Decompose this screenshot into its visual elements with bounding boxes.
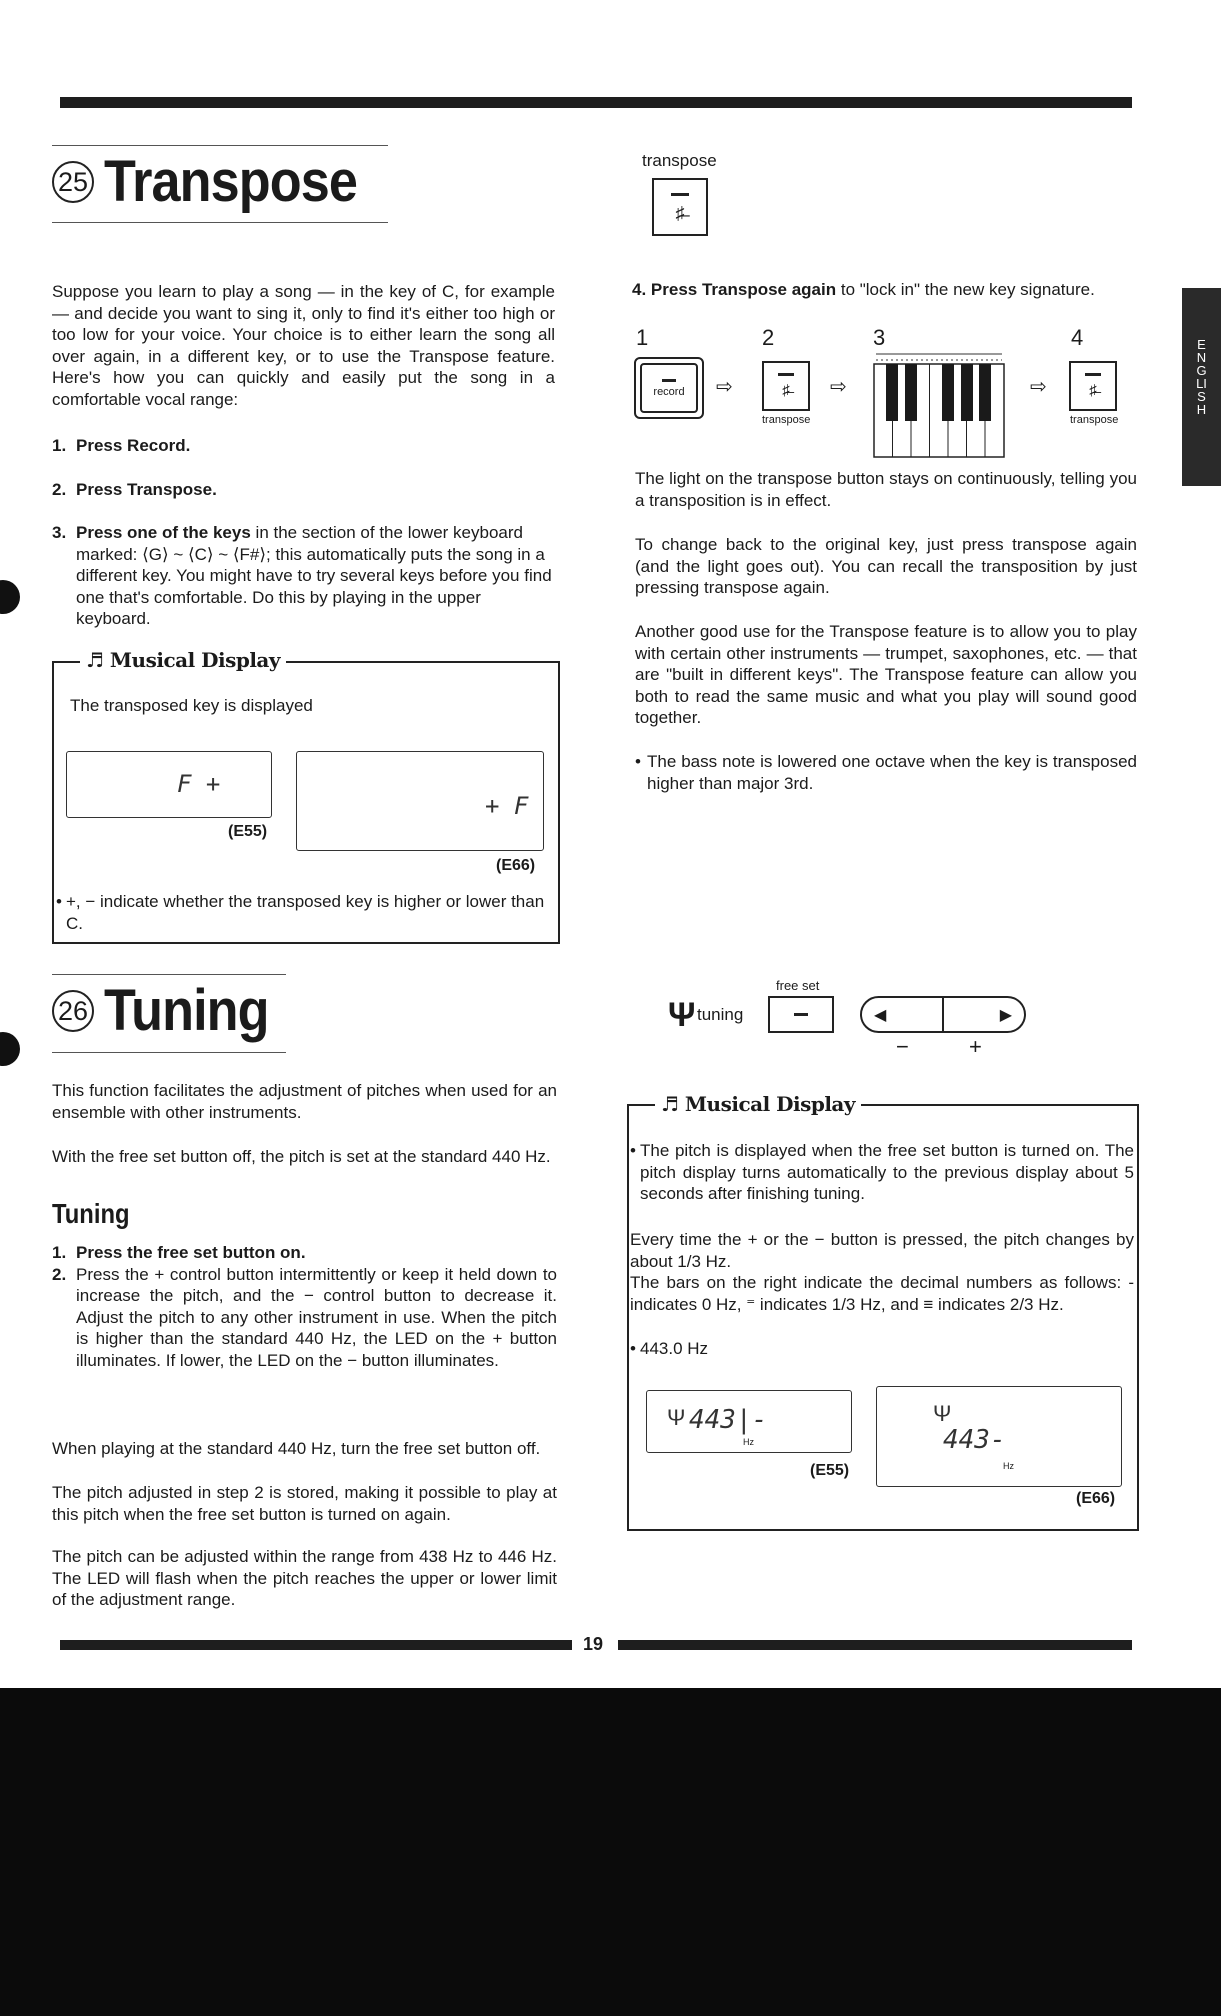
- footer-rule-right: [618, 1640, 1132, 1650]
- tuning-label: tuning: [697, 1005, 744, 1024]
- musical-display-text-26: Musical Display: [684, 1092, 856, 1116]
- step-1-num: 1.: [52, 436, 67, 455]
- musical-display-text-25: Musical Display: [109, 648, 281, 672]
- section25-heading-rule-top: [52, 145, 388, 146]
- transpose-led-step4: [1085, 373, 1101, 376]
- lcd-e55-tuning-label: (E55): [810, 1462, 850, 1479]
- section25-number: 25: [52, 161, 94, 203]
- tuning-step-1-text: Press the free set button on.: [76, 1243, 306, 1262]
- step-3-num: 3.: [52, 523, 67, 542]
- transpose-caption-step2: transpose: [762, 414, 811, 426]
- lcd-e66-tuning-label: (E66): [1076, 1490, 1116, 1507]
- display-box-25-note-text: +, − indicate whether the transposed key is higher or lower than C.: [66, 892, 545, 933]
- arrow-right-icon: ⇨: [830, 376, 847, 398]
- section26-heading-rule-top: [52, 974, 286, 975]
- step-2: [52, 479, 555, 501]
- tuning-step-1: [52, 1242, 557, 1264]
- minus-button[interactable]: [860, 996, 944, 1033]
- lcd-e55-tuning: [646, 1390, 852, 1453]
- section26-heading: [52, 977, 287, 1045]
- transpose-button-caption: transpose: [642, 151, 717, 170]
- transpose-led-step2: [778, 373, 794, 376]
- diagram-step-2-num: 2: [762, 325, 775, 350]
- transpose-icon: ♯̶: [675, 202, 685, 223]
- right-arrow-icon: ▶: [999, 1006, 1012, 1024]
- top-rule: [60, 97, 1132, 108]
- display-box-25-text: The transposed key is displayed: [70, 696, 313, 715]
- step-4-rest: to "lock in" the new key signature.: [836, 280, 1095, 299]
- transpose-button-step2[interactable]: [762, 361, 810, 411]
- step-2-text: Press Transpose.: [76, 479, 217, 499]
- tuning-fork-lcd-icon: Ψ: [933, 1401, 952, 1426]
- section25-intro: Suppose you learn to play a song — in the key of C, for example — and decide you want to sing it, only to find it's either too high or too low for your voice. Your choice is to either learn the song all over again, in a different key, or to use the Transpose feature. Here's how you can quickly and easily put the song in a comfortable vocal range:: [52, 282, 555, 409]
- section26-title: Tuning: [104, 978, 269, 1043]
- scan-background: [0, 1688, 1221, 2016]
- tuning-step-2: [52, 1264, 557, 1372]
- section26-free-set: With the free set button off, the pitch is set at the standard 440 Hz.: [52, 1147, 551, 1166]
- transpose-button[interactable]: [652, 178, 708, 236]
- para-standard: When playing at the standard 440 Hz, turn the free set button off.: [52, 1439, 541, 1458]
- bullet-icon: •: [630, 1141, 636, 1160]
- tuning-step-1-num: 1.: [52, 1243, 67, 1262]
- minus-label: −: [896, 1034, 909, 1059]
- step-3-rest: in the section of the lower keyboard marked: ⟨G⟩ ~ ⟨C⟩ ~ ⟨F#⟩; this automatically puts the song in a different key. You might have to try several keys before you find one that's comfortable. Do this by playing in the upper keyboard.: [76, 523, 552, 628]
- display-box-25-note: [56, 891, 556, 934]
- free-set-led: [794, 1013, 808, 1016]
- section26-heading-rule-bottom: [52, 1052, 286, 1053]
- keyboard-svg: [872, 352, 1006, 459]
- lcd-e66-transpose-value: + F: [485, 792, 529, 820]
- record-led: [662, 379, 676, 382]
- section26-steps: [52, 1242, 557, 1371]
- bullet-bass: [635, 751, 1137, 794]
- lcd-e66-transpose-label: (E66): [496, 857, 536, 874]
- display-box-26-bullet1: [630, 1140, 1134, 1205]
- step-3-bold: Press one of the keys: [76, 523, 251, 542]
- lcd-e55-transpose-label: (E55): [228, 823, 268, 840]
- arrow-right-icon: ⇨: [716, 376, 733, 398]
- tuning-fork-icon: Ψ: [668, 996, 696, 1034]
- step-4-num: 4.: [632, 280, 647, 299]
- section25-steps: [52, 435, 555, 630]
- lcd-e55-tuning-value: 443|-: [689, 1405, 768, 1435]
- para-stored: The pitch adjusted in step 2 is stored, making it possible to play at this pitch when the free set button is turned on again.: [52, 1483, 557, 1524]
- lcd-e66-tuning: [876, 1386, 1122, 1487]
- free-set-label: free set: [776, 978, 820, 993]
- binder-hole: [0, 580, 20, 614]
- diagram-step-1-num: 1: [636, 325, 649, 350]
- section26-intro: This function facilitates the adjustment of pitches when used for an ensemble with other instruments.: [52, 1081, 557, 1122]
- section25-title: Transpose: [104, 149, 358, 214]
- language-tab: [1182, 288, 1221, 486]
- lcd-e66-tuning-hz: Hz: [1003, 1461, 1014, 1471]
- record-button[interactable]: [640, 363, 698, 413]
- language-tab-label: ENGLISH: [1196, 337, 1207, 417]
- display-box-26-para1: Every time the + or the − button is pressed, the pitch changes by about 1/3 Hz.: [630, 1230, 1134, 1271]
- musical-display-label-25: [80, 648, 286, 672]
- bullet-bass-text: The bass note is lowered one octave when the key is transposed higher than major 3rd.: [647, 752, 1137, 793]
- step-3: [52, 522, 555, 630]
- left-arrow-icon: ◀: [874, 1006, 887, 1024]
- section26-number: 26: [52, 990, 94, 1032]
- transpose-caption-step4: transpose: [1070, 414, 1119, 426]
- transpose-led: [671, 193, 689, 196]
- display-box-26-bullet1-text: The pitch is displayed when the free set button is turned on. The pitch display turns automatically to the previous display about 5 seconds after finishing tuning.: [640, 1141, 1134, 1203]
- transpose-button-step4[interactable]: [1069, 361, 1117, 411]
- footer-rule-left: [60, 1640, 572, 1650]
- lcd-e66-tuning-value: 443-: [943, 1425, 1006, 1455]
- tuning-subheading: Tuning: [52, 1198, 130, 1229]
- music-note-icon: ♬: [661, 1092, 679, 1116]
- record-button-frame: [634, 357, 704, 419]
- binder-hole: [0, 1032, 20, 1066]
- para-light: The light on the transpose button stays on continuously, telling you a transposition is in effect.: [635, 469, 1137, 510]
- music-note-icon: ♬: [86, 648, 104, 672]
- keyboard-illustration: [872, 352, 1006, 459]
- diagram-step-3-num: 3: [873, 325, 886, 350]
- step-4: [632, 279, 1138, 301]
- plus-button[interactable]: [944, 996, 1026, 1033]
- diagram-step-4-num: 4: [1071, 325, 1084, 350]
- arrow-right-icon: ⇨: [1030, 376, 1047, 398]
- transpose-icon-step4: ♯̶: [1089, 382, 1097, 399]
- step-1-text: Press Record.: [76, 436, 191, 455]
- musical-display-label-26: [655, 1092, 861, 1116]
- step-1: [52, 435, 555, 457]
- para-range: The pitch can be adjusted within the range from 438 Hz to 446 Hz. The LED will flash when the pitch reaches the upper or lower limit of the adjustment range.: [52, 1547, 557, 1609]
- lcd-e55-tuning-hz: Hz: [743, 1437, 754, 1447]
- free-set-button[interactable]: [768, 996, 834, 1033]
- para-change: To change back to the original key, just press transpose again (and the light goes out). You can recall the transposition by just pressing transpose again.: [635, 535, 1137, 597]
- step-2-num: 2.: [52, 479, 67, 499]
- plus-label: +: [969, 1034, 982, 1059]
- display-box-26-bullet2: [630, 1338, 708, 1360]
- bullet-icon: •: [635, 752, 641, 771]
- display-box-26-bullet2-text: 443.0 Hz: [640, 1339, 709, 1358]
- record-label: record: [653, 385, 685, 398]
- lcd-e55-transpose-value: F +: [177, 770, 221, 798]
- lcd-e55-transpose: [66, 751, 272, 818]
- bullet-icon: •: [56, 892, 62, 911]
- lcd-e66-transpose: [296, 751, 544, 851]
- section25-heading: [52, 148, 385, 216]
- tuning-step-2-text: Press the + control button intermittently or keep it held down to increase the pitch, and the − control button to decrease it. Adjust the pitch to any other instrument in use. When the pitch is higher than the standard 440 Hz, the LED on the + button illuminates. If lower, the LED on the − button illuminates.: [76, 1264, 557, 1370]
- step-4-bold: Press Transpose again: [650, 280, 837, 299]
- tuning-fork-lcd-icon: Ψ: [667, 1405, 686, 1430]
- para-another: Another good use for the Transpose feature is to allow you to play with certain other instruments — trumpet, saxophones, etc. — that are "built in different keys". The Transpose feature can allow you both to read the same music and what you play will sound good together.: [635, 622, 1137, 727]
- transpose-icon-step2: ♯̶: [782, 382, 790, 399]
- bullet-icon: •: [630, 1339, 636, 1358]
- tuning-step-2-num: 2.: [52, 1264, 67, 1284]
- section25-heading-rule-bottom: [52, 222, 388, 223]
- page-number: 19: [583, 1634, 604, 1654]
- display-box-26-para2: The bars on the right indicate the decimal numbers as follows: - indicates 0 Hz, ⁼ indicates 1/3 Hz, and ≡ indicates 2/3 Hz.: [630, 1273, 1134, 1314]
